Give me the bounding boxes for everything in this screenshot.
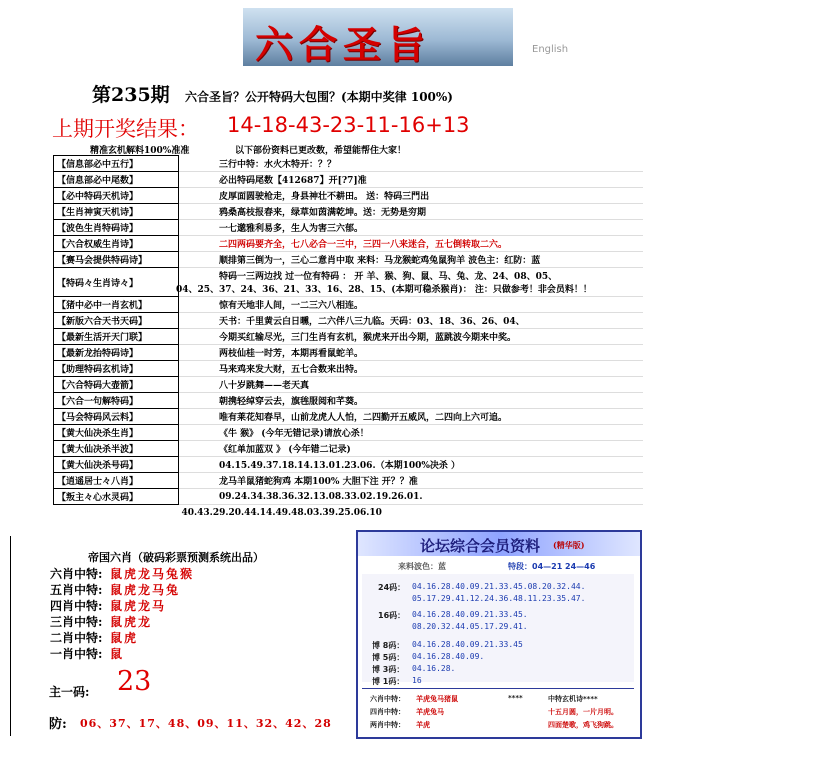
row-label: 【助理特码玄机诗】 [54,361,179,377]
table-row [54,489,644,505]
table-row [54,236,644,252]
row-value: 唯有莱花知春早，山前龙虎人人怕，二四勤开五威风，二四向上六可追。 [179,409,644,425]
card-foot-value: 羊虎兔马 [416,708,444,716]
row-label: 【六合权威生肖诗】 [54,236,179,252]
table-row [54,188,644,204]
row-label: 【黄大仙决杀半波】 [54,441,179,457]
english-link[interactable]: English [532,44,569,55]
table-row [54,268,644,297]
xiao-value: 鼠虎龙马兔 [110,583,181,597]
issue-number: 第235期 [92,84,170,106]
card-line-label: 博 8码： [372,641,405,650]
row-value: 龙马羊鼠猪蛇狗鸡 本期100% 大胆下注 开？？准 [179,473,644,489]
header-banner [243,8,513,66]
row-value: 顺排第三倒为一，三心二意肖中取 来料：马龙猴蛇鸡兔鼠狗羊 波色主：红防：蓝 [179,252,644,268]
xiao-label: 三肖中特: [50,615,103,629]
card-foot-label: 四肖中特： [370,708,405,716]
table-row [54,441,644,457]
xiao-value: 鼠虎龙马 [110,599,167,613]
xiao-value: 鼠虎 [110,631,139,645]
table-row [54,297,644,313]
row-label: 【最新生活开天门联】 [54,329,179,345]
table-row [54,361,644,377]
card-foot-extra2: 四面楚歌，鸡飞狗跳。 [548,721,618,729]
card-line-label: 博 5码： [372,653,405,662]
row-label: 【波色生肖特码诗】 [54,220,179,236]
card-foot-extra: **** [508,694,523,702]
row-value: 一七邈雅利易多，生人为害三六郁。 [179,220,644,236]
card-foot-extra2: 中特玄机诗**** [548,695,598,703]
main-number: 23 [117,666,152,697]
row-value: 09.24.34.38.36.32.13.08.33.02.19.26.01. [179,489,644,505]
table-row [54,505,644,521]
row-value: 鸦桑高枝报春来，绿草如茵满乾坤。送：无势是穷期 [179,204,644,220]
row-value: 二四两码要齐全，七八必合一三中，三四一八来迷合，五七倒转取二六。 [179,236,644,252]
card-line-label: 博 3码： [372,665,405,674]
row-value: 《红单加蓝双 》 (今年错二记录) [179,441,644,457]
last-result-numbers: 14-18-43-23-11-16+13 [227,113,470,137]
card-line-numbers: 16 [412,676,422,685]
row-value: 三行中特：水火木特开：？？ [179,156,644,172]
row-label: 【特码々生肖诗々】 [54,268,179,297]
table-row [54,345,644,361]
row-label: 【必中特码天机诗】 [54,188,179,204]
xiao-label: 六肖中特: [50,567,103,581]
card-line-numbers: 04.16.28.40.09.21.33.45 [412,640,523,649]
card-wave: 来料波色：蓝 [398,562,446,571]
row-label: 【信息部必中尾数】 [54,172,179,188]
card-line-label: 博 1码： [372,677,405,686]
card-header [358,532,640,556]
card-foot-value: 羊虎 [416,721,430,729]
table-row [54,252,644,268]
table-row [54,409,644,425]
row-label: 【六合一句解特码】 [54,393,179,409]
card-line-label: 16码： [378,611,406,620]
row-value: 04.15.49.37.18.14.13.01.23.06.（本期100%决杀 ） [179,457,644,473]
table-row [54,172,644,188]
table-row [54,329,644,345]
row-value-line1: 特码一三两边找 过一位有特码 ： 开 羊、猴、狗、鼠、马、兔、龙、24、08、05、 [219,272,558,282]
row-label: 【信息部必中五行】 [54,156,179,172]
card-line-numbers: 05.17.29.41.12.24.36.48.11.23.35.47. [412,594,586,603]
card-line-numbers: 08.20.32.44.05.17.29.41. [412,622,528,631]
row-value: 两枝仙桂一时芳，本期再看鼠蛇羊。 [179,345,644,361]
row-value-extra: 40.43.29.20.44.14.49.48.03.39.25.06.10 [181,507,382,518]
info-table [53,155,643,520]
card-line-numbers: 04.16.28.40.09.21.33.45.08.20.32.44. [412,582,586,591]
row-value: 《牛 猴》 (今年无错记录)请放心杀！ [179,425,644,441]
defense-label: 防: [49,717,67,732]
forum-card [356,530,642,739]
row-value: 必出特码尾数【412687】开[?7]准 [179,172,644,188]
card-tema: 特段：04—21 24—46 [508,562,596,571]
row-label: 【最新龙抬特码诗】 [54,345,179,361]
card-foot-value: 羊虎兔马猪鼠 [416,695,458,703]
row-label: 【六合特码大壶箭】 [54,377,179,393]
issue-subtitle: 六合圣旨？公开特码大包围？(本期中奖律 100%) [185,90,453,104]
row-label: 【黄大仙决杀生肖】 [54,425,179,441]
card-foot-extra2: 十五月圆，一片月明。 [548,708,618,716]
row-label: 【黄大仙决杀号码】 [54,457,179,473]
banner-title: 六合圣旨 [255,22,432,66]
table-row [54,473,644,489]
row-value: 皮厚面圆驶枪走，身县神壮不耕田。 送：特码三門出 [179,188,644,204]
card-line-label: 24码： [378,583,406,592]
row-label: 【新版六合天书天码】 [54,313,179,329]
xiao-label: 五肖中特: [50,583,103,597]
row-label: 【生肖神寅天机诗】 [54,204,179,220]
xiao-label: 一肖中特: [50,647,103,661]
table-row [54,393,644,409]
card-foot-label: 六肖中特： [370,695,405,703]
xiao-value: 鼠虎龙马兔猴 [110,567,195,581]
main-number-label: 主一码: [49,685,90,699]
table-row [54,313,644,329]
card-line-numbers: 04.16.28. [412,664,456,673]
dynasty-title: 帝国六肖（破码彩票预测系统出品） [88,551,264,564]
row-value: 今期买红输尽光，三门生肖有玄机，猴虎来开出今期，蓝跳波今期来中奖。 [179,329,644,345]
card-title: 论坛综合会员资料 [420,537,541,555]
row-value: 八十岁跳舞——老天真 [179,377,644,393]
table-row [54,204,644,220]
defense-numbers: 06、37、17、48、09、11、32、42、28 [80,717,332,730]
xiao-label: 二肖中特: [50,631,103,645]
card-line-numbers: 04.16.28.40.09.21.33.45. [412,610,528,619]
row-label: 【赛马会提供特码诗】 [54,252,179,268]
row-label: 【猪中必中一肖玄机】 [54,297,179,313]
table-row [54,377,644,393]
xiao-value: 鼠 [110,647,125,661]
card-line-numbers: 04.16.28.40.09. [412,652,485,661]
intro-right: 以下部份资料已更改数，希望能帮住大家！ [235,146,407,156]
row-value-line2: 04、25、37、24、36、21、33、16、28、15、(本期可稳杀猴肖)： 注：只做参考！非会员料！！ [176,285,592,295]
row-value: 惊有天地非人间，一二三六八相连。 [179,297,644,313]
card-edition: (精华版) [553,540,585,550]
last-result-label: 上期开奖结果： [52,117,199,141]
xiao-value: 鼠虎龙 [110,615,153,629]
row-value [176,268,644,297]
intro-left: 精准玄机解料100%准准 [90,146,190,156]
table-row [54,156,644,172]
table-row [54,425,644,441]
row-value: 马来鸡来发大财，五七合数来出特。 [179,361,644,377]
row-value: 朝携轻绰穿云去，旗毪服阅和芊葵。 [179,393,644,409]
xiao-label: 四肖中特: [50,599,103,613]
row-label: 【马会特码风云料】 [54,409,179,425]
table-row [54,220,644,236]
card-foot-label: 两肖中特： [370,721,405,729]
row-label: 【叛主々心水灵码】 [54,489,179,505]
table-row [54,457,644,473]
row-value: 天书：千里黄云白日曛，二六伴八三九临。天码：03、18、36、26、04、 [179,313,644,329]
row-label: 【逍遥居士々八肖】 [54,473,179,489]
